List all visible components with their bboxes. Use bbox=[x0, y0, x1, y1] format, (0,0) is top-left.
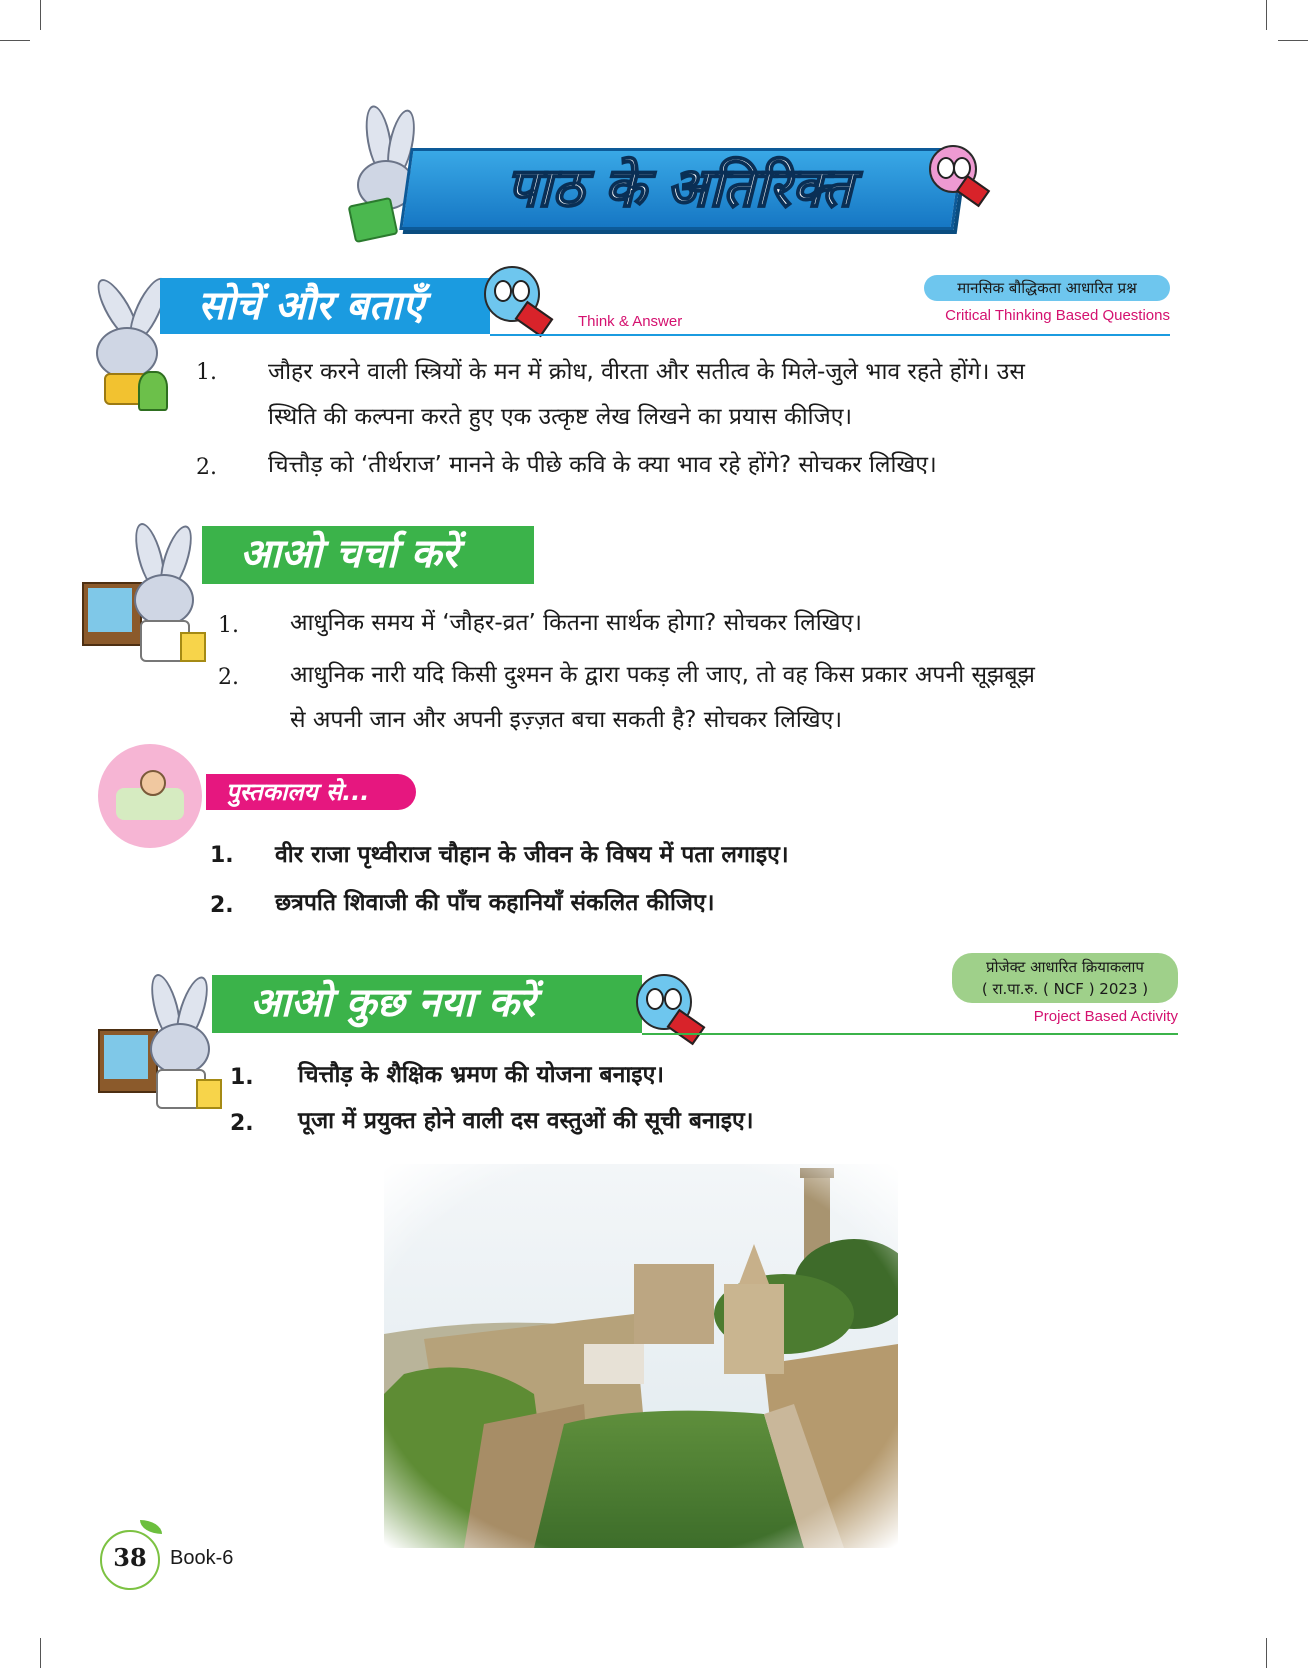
pencil-mascot bbox=[925, 145, 990, 205]
section-rule bbox=[490, 334, 1170, 336]
item-number: 2. bbox=[230, 1111, 254, 1136]
project-english: Project Based Activity bbox=[1033, 1008, 1178, 1025]
question-text: आधुनिक समय में ‘जौहर-व्रत’ कितना सार्थक होगा? सोचकर लिखिए। bbox=[290, 610, 862, 636]
project-badge bbox=[952, 953, 1178, 1003]
question-number: 2. bbox=[218, 665, 239, 690]
crop-mark bbox=[0, 40, 30, 41]
library-heading: पुस्तकालय से... bbox=[206, 774, 416, 810]
think-english: Think & Answer bbox=[578, 313, 683, 330]
item-number: 2. bbox=[210, 893, 234, 918]
question-line: से अपनी जान और अपनी इज़्ज़त बचा सकती है? सोचकर लिखिए। bbox=[290, 707, 843, 733]
think-heading: सोचें और बताएँ bbox=[160, 278, 490, 334]
question-line: आधुनिक नारी यदि किसी दुश्मन के द्वारा पकड़ ली जाए, तो वह किस प्रकार अपनी सूझबूझ bbox=[290, 662, 1035, 688]
critical-thinking-badge: मानसिक बौद्धिकता आधारित प्रश्न bbox=[924, 275, 1170, 301]
question-number: 1. bbox=[218, 613, 239, 638]
book-label: Book-6 bbox=[170, 1547, 234, 1569]
item-text: वीर राजा पृथ्वीराज चौहान के जीवन के विषय में पता लगाइए। bbox=[275, 842, 789, 868]
pencil-mascot bbox=[630, 970, 710, 1042]
question-text: चित्तौड़ को ‘तीर्थराज’ मानने के पीछे कवि के क्या भाव रहे होंगे? सोचकर लिखिए। bbox=[268, 452, 937, 478]
question-line: जौहर करने वाली स्त्रियों के मन में क्रोध, वीरता और सतीत्व के मिले-जुले भाव रहते होंगे। उस bbox=[268, 359, 1025, 385]
crop-mark bbox=[40, 1638, 41, 1668]
crop-mark bbox=[1266, 0, 1267, 30]
question-text bbox=[290, 653, 1170, 743]
page-title: पाठ के अतिरिक्त bbox=[506, 156, 854, 219]
critical-thinking-english: Critical Thinking Based Questions bbox=[945, 307, 1170, 324]
crop-mark bbox=[1278, 40, 1308, 41]
leaf-icon bbox=[140, 1520, 162, 1534]
item-number: 1. bbox=[230, 1065, 254, 1090]
question-line: स्थिति की कल्पना करते हुए एक उत्कृष्ट लेख लिखने का प्रयास कीजिए। bbox=[268, 404, 853, 430]
question-number: 2. bbox=[196, 455, 217, 480]
project-badge-line: प्रोजेक्ट आधारित क्रियाकलाप bbox=[986, 958, 1144, 976]
library-illustration bbox=[98, 744, 202, 848]
item-number: 1. bbox=[210, 843, 234, 868]
item-text: छत्रपति शिवाजी की पाँच कहानियाँ संकलित कीजिए। bbox=[275, 890, 715, 916]
crop-mark bbox=[1266, 1638, 1267, 1668]
rabbit-painter-mascot bbox=[82, 522, 202, 662]
chittorgarh-fort-photo bbox=[384, 1164, 898, 1548]
section-rule bbox=[642, 1033, 1178, 1035]
discuss-heading: आओ चर्चा करें bbox=[202, 526, 534, 584]
question-number: 1. bbox=[196, 360, 217, 385]
page-number: 38 bbox=[113, 1543, 147, 1572]
crop-mark bbox=[40, 0, 41, 30]
pencil-mascot bbox=[478, 262, 558, 334]
item-text: चित्तौड़ के शैक्षिक भ्रमण की योजना बनाइए। bbox=[298, 1062, 665, 1088]
project-badge-line: ( रा.पा.रु. ( NCF ) 2023 ) bbox=[981, 980, 1149, 998]
rabbit-mascot bbox=[86, 275, 170, 415]
rabbit-painter-mascot bbox=[98, 973, 218, 1113]
item-text: पूजा में प्रयुक्त होने वाली दस वस्तुओं की सूची बनाइए। bbox=[298, 1108, 754, 1134]
question-text bbox=[268, 350, 1170, 440]
project-heading: आओ कुछ नया करें bbox=[212, 975, 642, 1033]
